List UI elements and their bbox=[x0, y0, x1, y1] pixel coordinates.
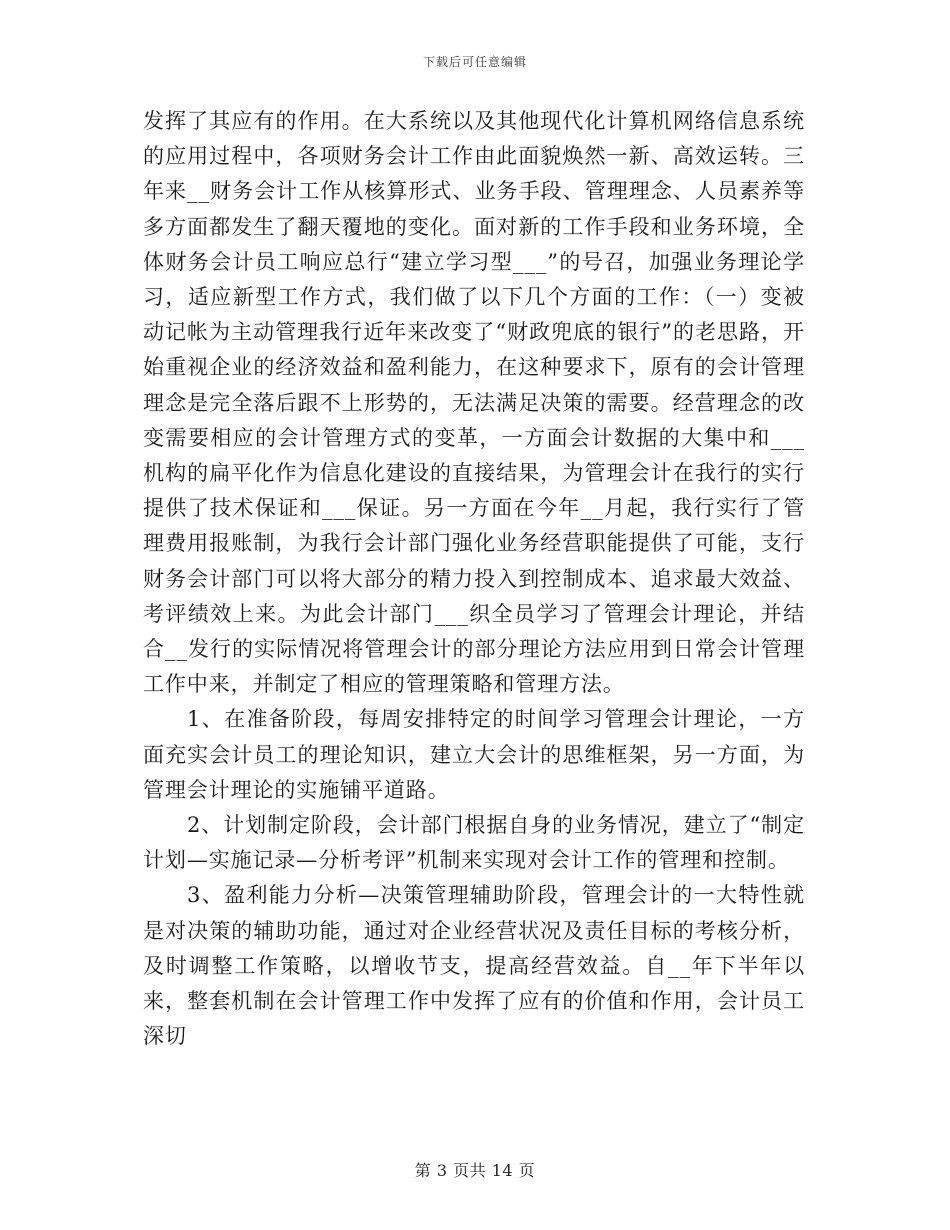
page-number: 第 3 页共 14 页 bbox=[414, 1161, 536, 1180]
document-body bbox=[143, 104, 805, 1054]
body-paragraph: 发挥了其应有的作用。在大系统以及其他现代化计算机网络信息系统的应用过程中，各项财务会计工作由此面貌焕然一新、高效运转。三年来__财务会计工作从核算形式、业务手段、管理理念、人员素养等多方面都发生了翻天覆地的变化。面对新的工作手段和业务环境，全体财务会计员工响应总行“建立学习型___”的号召，加强业务理论学习，适应新型工作方式，我们做了以下几个方面的工作：（一）变被动记帐为主动管理我行近年来改变了“财政兜底的银行”的老思路，开始重视企业的经济效益和盈利能力，在这种要求下，原有的会计管理理念是完全落后跟不上形势的，无法满足决策的需要。经营理念的改变需要相应的会计管理方式的变革，一方面会计数据的大集中和___机构的扁平化作为信息化建设的直接结果，为管理会计在我行的实行提供了技术保证和___保证。另一方面在今年__月起，我行实行了管理费用报账制，为我行会计部门强化业务经营职能提供了可能，支行财务会计部门可以将大部分的精力投入到控制成本、追求最大效益、考评绩效上来。为此会计部门___织全员学习了管理会计理论，并结合__发行的实际情况将管理会计的部分理论方法应用到日常会计管理工作中来，并制定了相应的管理策略和管理方法。 bbox=[143, 109, 805, 697]
page-header: 下载后可任意编辑 bbox=[422, 55, 527, 69]
body-paragraph: 2、计划制定阶段，会计部门根据自身的业务情况，建立了“制定计划—实施记录—分析考评”机制来实现对会计工作的管理和控制。 bbox=[143, 813, 805, 873]
body-paragraph: 1、在准备阶段，每周安排特定的时间学习管理会计理论，一方面充实会计员工的理论知识，建立大会计的思维框架，另一方面，为管理会计理论的实施铺平道路。 bbox=[143, 707, 805, 802]
body-paragraph: 3、盈利能力分析—决策管理辅助阶段，管理会计的一大特性就是对决策的辅助功能，通过对企业经营状况及责任目标的考核分析，及时调整工作策略，以增收节支，提高经营效益。自__年下半年以来，整套机制在会计管理工作中发挥了应有的价值和作用，会计员工深切 bbox=[143, 883, 805, 1049]
